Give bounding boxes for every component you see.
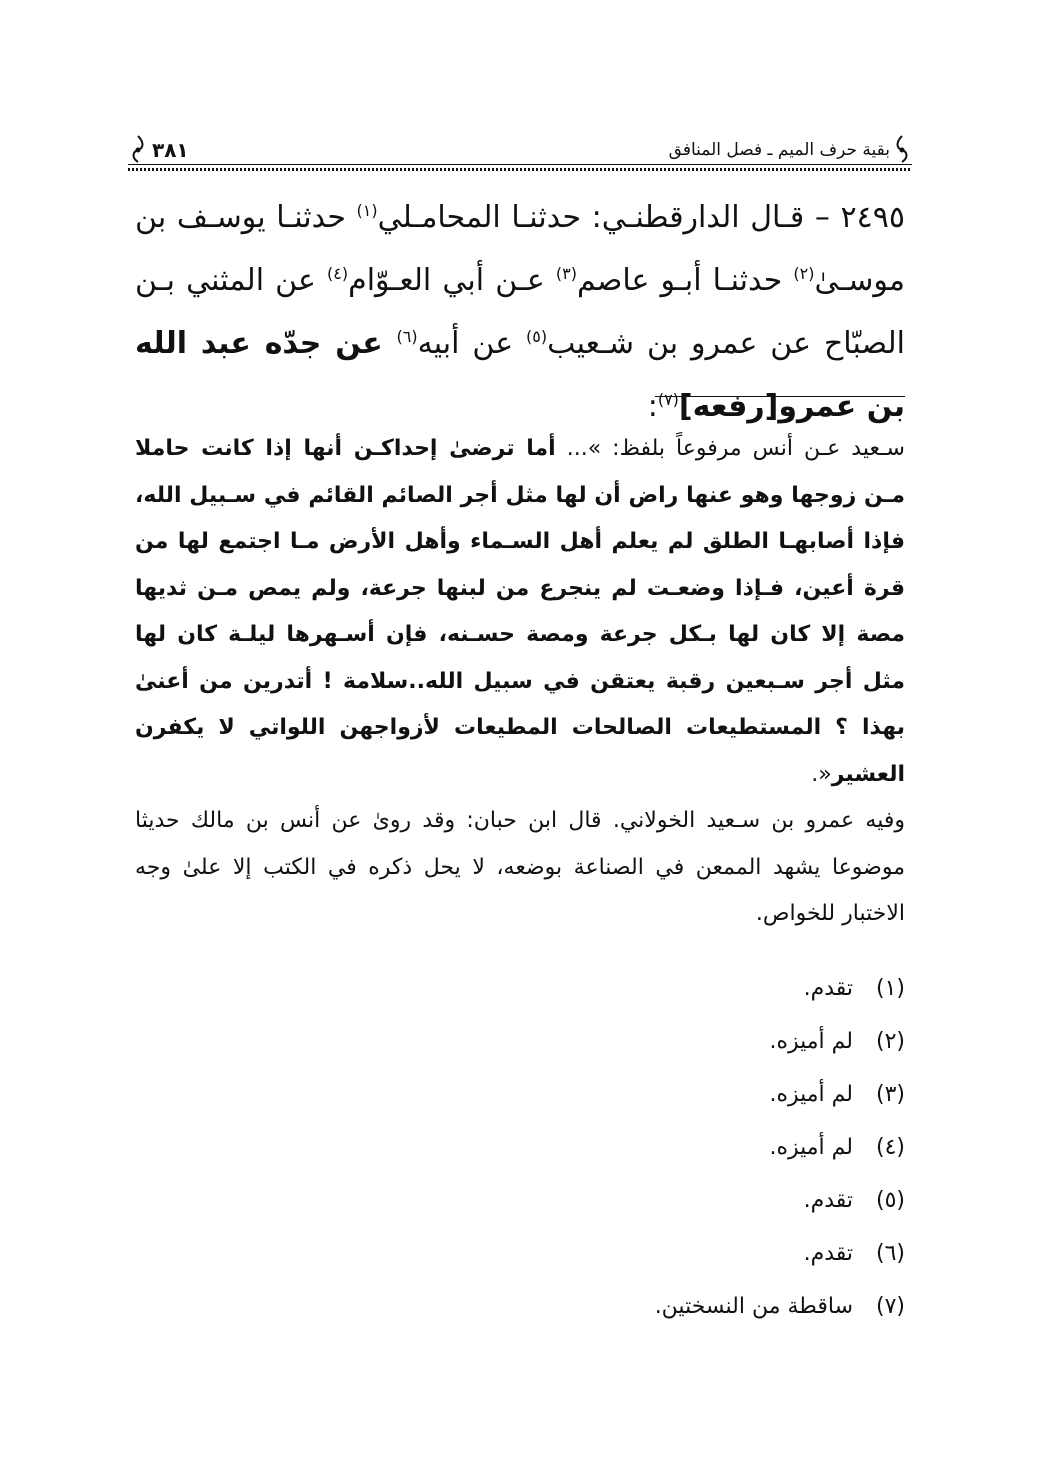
footnote-ref: (٢) [793,264,815,283]
ornament-icon [128,134,148,164]
page-header [128,126,912,166]
footnote-number: (٥) [875,1188,905,1213]
hadith-segment: حدثنـا أبـو عاصم [576,263,794,298]
hadith-paragraph [135,186,905,438]
footnote-item [135,1174,905,1227]
header-decorative-rule [128,168,912,171]
footnote-item [135,962,905,1015]
hadith-segment: حدثنـا يوسـف بن [135,200,357,235]
hadith-segment: : [647,389,658,424]
footnote-separator [655,396,905,397]
hadith-bold-segment: عن جدّه عبد الله بن عمرو[رفعه] [135,326,905,424]
footnote-ref: (٤) [327,264,349,283]
footnote-number: (٧) [875,1294,905,1319]
footnote-text: تقدم. [803,1241,853,1266]
footnote-continuation [135,426,905,938]
footnote-number: (٤) [875,1135,905,1160]
ornament-icon [892,134,912,164]
hadith-segment: عن المثني بـن الصبّاح [135,263,905,361]
footnote-number: (٣) [875,1082,905,1107]
header-rule [128,164,912,165]
footnote-number: (٦) [875,1241,905,1266]
running-title: بقية حرف الميم ـ فصل المنافق [668,140,890,160]
footnote-item [135,1015,905,1068]
footnote-text: تقدم. [803,976,853,1001]
page-number: ٣٨١ [152,138,189,162]
hadith-segment: ٢٤٩٥ – قـال الدارقطنـي: حدثنـا المحامـلي [377,200,905,235]
footnote-item [135,1280,905,1333]
footnote-item [135,1068,905,1121]
footnote-ref: (٣) [555,264,577,283]
footnote-bold-segment: أما ترضىٰ إحداكـن أنها إذا كانت حاملا مـن زوجها وهو عنها راض أن لها مثل أجر الصائم القائم في سـبيل الله، فإذا أصابهـا الطلق لم يعلم أهل السـماء وأهل الأرض مـا اجتمع لها من قرة أعين، فـإذا وضعـت لم ينجرع من لبنها جرعة، ولم يمص مـن ثديها مصة إلا كان لها بـكل جرعة ومصة حسـنه، فإن أسـهرها ليلـة كان لها مثل أجر سـبعين رقبة يعتقن في سبيل الله..سلامة ! أتدرين من أعنىٰ بهذا ؟ المستطيعات الصالحات المطيعات لأزواجهن اللواتي لا يكفرن العشير [135,436,905,787]
hadith-segment: عن عمرو بن شـعيب [547,326,812,361]
footnote-paragraph [135,426,905,798]
footnote-number: (١) [875,976,905,1001]
footnote-text: لم أميزه. [769,1029,853,1054]
footnote-ref: (٧) [657,390,679,409]
footnote-ref: (٦) [396,327,418,346]
footnote-segment: «. [811,761,832,787]
footnote-number: (٢) [875,1029,905,1054]
footnote-item [135,1121,905,1174]
footnote-text: لم أميزه. [769,1082,853,1107]
footnotes-list [135,962,905,1333]
footnote-text: ساقطة من النسختين. [654,1294,853,1319]
footnote-ref: (١) [356,201,378,220]
footnote-text: لم أميزه. [769,1135,853,1160]
hadith-segment: عـن أبي العـوّام [348,263,556,298]
footnote-ref: (٥) [526,327,548,346]
footnote-item [135,1227,905,1280]
hadith-segment: عن أبيه [417,326,527,361]
footnote-text: تقدم. [803,1188,853,1213]
footnote-paragraph: وفيه عمرو بن سـعيد الخولاني. قال ابن حبان: وقد روىٰ عن أنس بن مالك حديثا موضوعا يشهد الممعن في الصناعة بوضعه، لا يحل ذكره في الكتب إلا علىٰ وجه الاختبار للخواص. [135,808,905,926]
hadith-segment: موسـىٰ [814,263,905,298]
hadith-text [135,186,905,438]
footnote-segment: سـعيد عـن أنس مرفوعاً بلفظ: »... [555,436,905,461]
